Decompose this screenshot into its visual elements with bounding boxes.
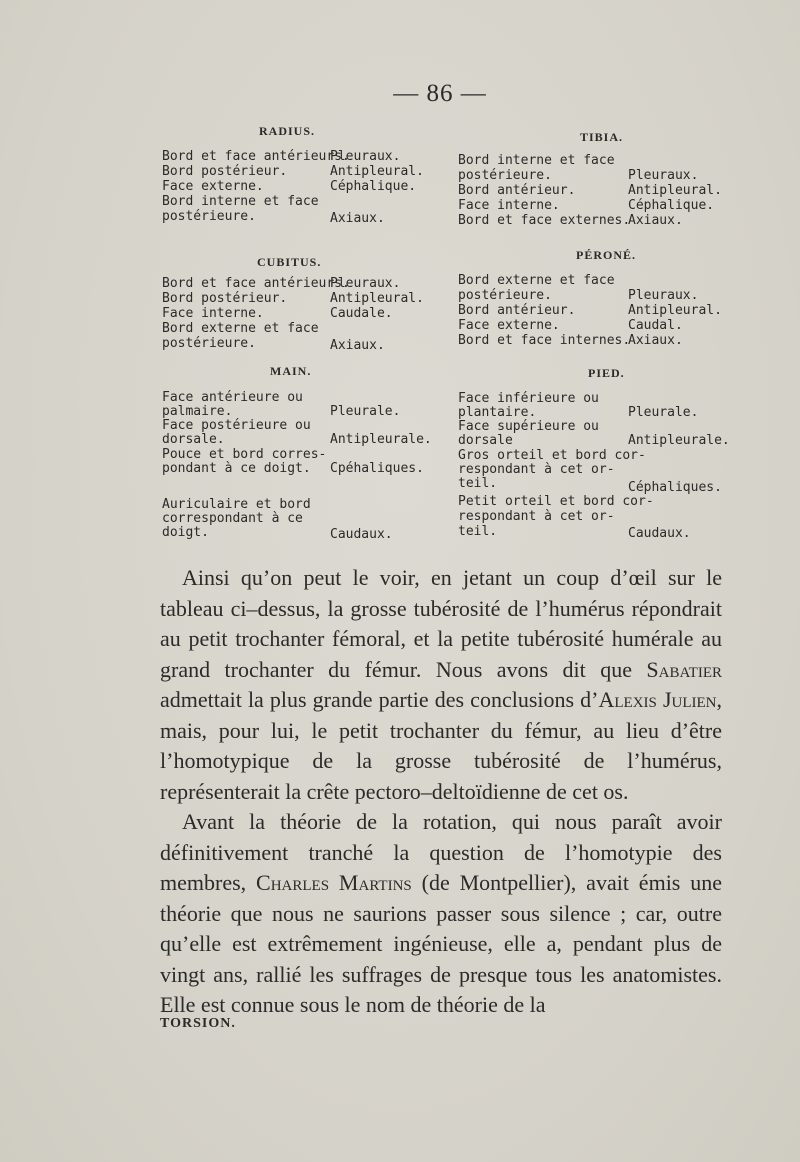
table-row: Face postérieure ou: [162, 418, 311, 433]
paragraph-1-text-a: Ainsi qu’on peut le voir, en jetant un coup d’œil sur le tableau ci–dessus, la grosse tubérosité de l’humérus répondrait au petit trochanter fémoral, et la petite tubérosité humérale au grand trochanter du fémur. Nous avons dit que: [160, 565, 722, 682]
table-row: Bord antérieur.: [458, 183, 576, 198]
table-row: dorsale: [458, 433, 513, 448]
table-cell: Céphalique.: [330, 179, 417, 194]
table-row: Bord postérieur.: [162, 164, 288, 179]
table-cell: Antipleural.: [330, 291, 424, 306]
paragraph-1-text-b: admettait la plus grande partie des conclusions d’: [160, 687, 599, 712]
table-row: teil.: [458, 476, 498, 491]
table-row: respondant à cet or-: [458, 509, 615, 524]
table-row: Face interne.: [162, 306, 264, 321]
table-row: palmaire.: [162, 404, 233, 419]
table-cell: Antipleurale.: [330, 432, 432, 447]
table-cell: Pleuraux.: [330, 149, 401, 164]
table-row: Gros orteil et bord cor-: [458, 448, 646, 463]
table-row: Bord interne et face: [458, 153, 615, 168]
table-row: doigt.: [162, 525, 209, 540]
table-cell: Caudaux.: [628, 526, 691, 541]
table-row: postérieure.: [458, 168, 552, 183]
table-row: correspondant à ce: [162, 511, 303, 526]
table-cell: Axiaux.: [628, 213, 683, 228]
table-row: Petit orteil et bord cor-: [458, 494, 654, 509]
table-cell: Axiaux.: [330, 338, 385, 353]
table-cell: Caudal.: [628, 318, 683, 333]
section-title-main: MAIN.: [270, 364, 312, 378]
table-row: Bord et face antérieurs.: [162, 149, 350, 164]
author-name-alexis-julien: Alexis Julien: [598, 687, 717, 712]
table-cell: Antipleurale.: [628, 433, 730, 448]
page-number: — 86 —: [393, 80, 487, 107]
table-row: Bord et face externes.: [458, 213, 631, 228]
table-row: Auriculaire et bord: [162, 497, 311, 512]
table-row: Face externe.: [162, 179, 264, 194]
table-cell: Caudaux.: [330, 527, 393, 542]
table-cell: Pleuraux.: [628, 168, 699, 183]
table-cell: Caudale.: [330, 306, 393, 321]
table-cell: Antipleural.: [628, 183, 722, 198]
table-cell: Antipleural.: [330, 164, 424, 179]
table-row: Bord postérieur.: [162, 291, 288, 306]
table-row: dorsale.: [162, 432, 225, 447]
table-row: postérieure.: [458, 288, 552, 303]
table-row: teil.: [458, 524, 498, 539]
paragraph-1-text-c: , mais, pour lui, le petit trochanter du fémur, au lieu d’être l’homotypique de la grosse tubérosité de l’humérus, représenterait la crête pectoro–deltoïdienne de cet os.: [160, 687, 722, 804]
closing-word: TORSION.: [160, 1016, 236, 1031]
table-row: Bord interne et face: [162, 194, 319, 209]
table-cell: Antipleural.: [628, 303, 722, 318]
table-row: postérieure.: [162, 209, 256, 224]
table-row: Bord antérieur.: [458, 303, 576, 318]
paragraph-2: [160, 807, 722, 1021]
section-title-cubitus: CUBITUS.: [257, 255, 322, 269]
table-row: Face antérieure ou: [162, 390, 303, 405]
table-row: Face supérieure ou: [458, 419, 599, 434]
table-cell: Pleurale.: [628, 405, 699, 420]
author-name-charles-martins: Charles Martins: [256, 870, 412, 895]
table-cell: Céphalique.: [628, 198, 715, 213]
table-row: Face inférieure ou: [458, 391, 599, 406]
table-row: postérieure.: [162, 336, 256, 351]
table-cell: Axiaux.: [628, 333, 683, 348]
table-row: pondant à ce doigt.: [162, 461, 311, 476]
section-title-tibia: TIBIA.: [580, 130, 624, 144]
paragraph-1: [160, 563, 722, 807]
section-title-pied: PIED.: [588, 366, 625, 380]
table-row: Bord externe et face: [162, 321, 319, 336]
table-row: Bord et face internes.: [458, 333, 631, 348]
table-cell: Cpéhaliques.: [330, 461, 424, 476]
section-title-perone: PÉRONÉ.: [576, 248, 637, 262]
table-row: respondant à cet or-: [458, 462, 615, 477]
paragraph-2-text-a: Avant la théorie de la rotation, qui nous paraît avoir définitivement tranché la question de l’homotypie des membres,: [160, 809, 722, 895]
table-row: Bord et face antérieurs.: [162, 276, 350, 291]
table-row: Face interne.: [458, 198, 560, 213]
table-row: Bord externe et face: [458, 273, 615, 288]
table-row: plantaire.: [458, 405, 537, 420]
table-cell: Pleuraux.: [330, 276, 401, 291]
author-name-sabatier: Sabatier: [646, 656, 722, 682]
table-cell: Céphaliques.: [628, 480, 722, 495]
paragraph-2-text-b: (de Montpellier), avait émis une théorie que nous ne saurions passer sous silence ; car, outre qu’elle est extrêmement ingénieuse, elle a, pendant plus de vingt ans, rallié les suffrages de presque tous les anatomistes. Elle est connue sous le nom de théorie de la: [160, 870, 723, 1017]
table-cell: Axiaux.: [330, 211, 385, 226]
table-cell: Pleurale.: [330, 404, 401, 419]
table-row: Pouce et bord corres-: [162, 447, 327, 462]
table-row: Face externe.: [458, 318, 560, 333]
table-cell: Pleuraux.: [628, 288, 699, 303]
section-title-radius: RADIUS.: [259, 124, 316, 138]
